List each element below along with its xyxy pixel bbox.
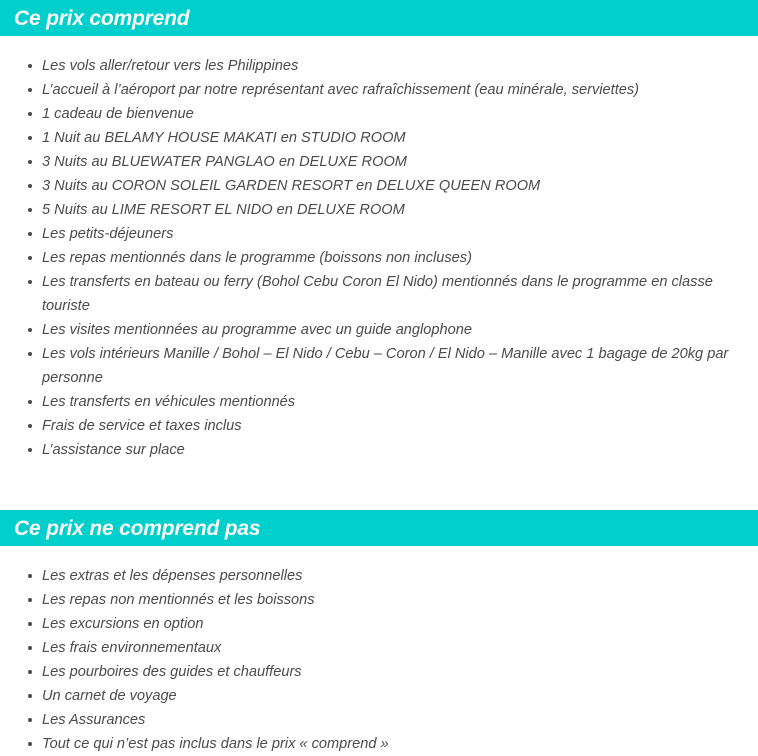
- section-header-excluded: [0, 510, 758, 546]
- bullet-icon: [28, 352, 32, 356]
- bullet-icon: [28, 160, 32, 164]
- bullet-icon: [28, 64, 32, 68]
- list-item-text: Les frais environnementaux: [42, 640, 222, 656]
- list-item: [0, 78, 758, 102]
- bullet-icon: [28, 742, 32, 746]
- list-item: [0, 102, 758, 126]
- bullet-icon: [28, 280, 32, 284]
- list-item: [0, 270, 758, 318]
- list-item: [0, 708, 758, 732]
- bullet-icon: [28, 256, 32, 260]
- bullet-icon: [28, 424, 32, 428]
- list-item: [0, 342, 758, 390]
- list-item-text: Les vols aller/retour vers les Philippines: [42, 58, 299, 74]
- list-item-text: 3 Nuits au CORON SOLEIL GARDEN RESORT en DELUXE QUEEN ROOM: [42, 178, 541, 194]
- list-item: [0, 198, 758, 222]
- list-item-text: 1 cadeau de bienvenue: [42, 106, 194, 122]
- list-item: [0, 414, 758, 438]
- list-item-text: Les petits-déjeuners: [42, 226, 174, 242]
- list-item: [0, 54, 758, 78]
- bullet-icon: [28, 112, 32, 116]
- bullet-icon: [28, 694, 32, 698]
- list-item-text: L’accueil à l’aéroport par notre représentant avec rafraîchissement (eau minérale, serviettes): [42, 82, 640, 98]
- list-item: [0, 732, 758, 756]
- list-item-text: L’assistance sur place: [42, 442, 185, 458]
- list-item: [0, 174, 758, 198]
- bullet-icon: [28, 646, 32, 650]
- bullet-icon: [28, 184, 32, 188]
- bullet-icon: [28, 670, 32, 674]
- bullet-icon: [28, 622, 32, 626]
- section-title-excluded: Ce prix ne comprend pas: [14, 516, 261, 540]
- list-item-text: 3 Nuits au BLUEWATER PANGLAO en DELUXE ROOM: [42, 154, 407, 170]
- list-item-text: Les transferts en bateau ou ferry (Bohol Cebu Coron El Nido) mentionnés dans le programme en classe touriste: [42, 274, 713, 314]
- list-item: [0, 438, 758, 462]
- bullet-icon: [28, 88, 32, 92]
- bullet-icon: [28, 574, 32, 578]
- bullet-icon: [28, 598, 32, 602]
- list-item-text: Les pourboires des guides et chauffeurs: [42, 664, 302, 680]
- list-item-text: Frais de service et taxes inclus: [42, 418, 242, 434]
- bullet-icon: [28, 448, 32, 452]
- bullet-icon: [28, 328, 32, 332]
- list-item: [0, 126, 758, 150]
- list-item-text: 5 Nuits au LIME RESORT EL NIDO en DELUXE ROOM: [42, 202, 405, 218]
- list-item-text: Un carnet de voyage: [42, 688, 177, 704]
- included-list: [0, 36, 758, 462]
- list-item-text: Les visites mentionnées au programme avec un guide anglophone: [42, 322, 472, 338]
- section-header-included: [0, 0, 758, 36]
- list-item-text: Les vols intérieurs Manille / Bohol – El Nido / Cebu – Coron / El Nido – Manille avec 1 bagage de 20kg par personne: [42, 346, 729, 386]
- list-item: [0, 222, 758, 246]
- list-item: [0, 564, 758, 588]
- list-item: [0, 588, 758, 612]
- list-item-text: Les extras et les dépenses personnelles: [42, 568, 303, 584]
- list-item-text: Tout ce qui n’est pas inclus dans le prix « comprend »: [42, 736, 389, 752]
- list-item: [0, 318, 758, 342]
- list-item: [0, 246, 758, 270]
- bullet-icon: [28, 136, 32, 140]
- list-item-text: Les transferts en véhicules mentionnés: [42, 394, 296, 410]
- list-item-text: Les repas mentionnés dans le programme (boissons non incluses): [42, 250, 472, 266]
- list-item-text: 1 Nuit au BELAMY HOUSE MAKATI en STUDIO ROOM: [42, 130, 406, 146]
- list-item: [0, 660, 758, 684]
- section-spacer: [0, 462, 758, 510]
- list-item: [0, 390, 758, 414]
- bullet-icon: [28, 718, 32, 722]
- list-item: [0, 636, 758, 660]
- bullet-icon: [28, 208, 32, 212]
- bullet-icon: [28, 232, 32, 236]
- list-item-text: Les repas non mentionnés et les boissons: [42, 592, 315, 608]
- list-item: [0, 612, 758, 636]
- bullet-icon: [28, 400, 32, 404]
- list-item: [0, 684, 758, 708]
- list-item-text: Les Assurances: [42, 712, 146, 728]
- list-item-text: Les excursions en option: [42, 616, 204, 632]
- list-item: [0, 150, 758, 174]
- excluded-list: [0, 546, 758, 756]
- section-title-included: Ce prix comprend: [14, 6, 190, 30]
